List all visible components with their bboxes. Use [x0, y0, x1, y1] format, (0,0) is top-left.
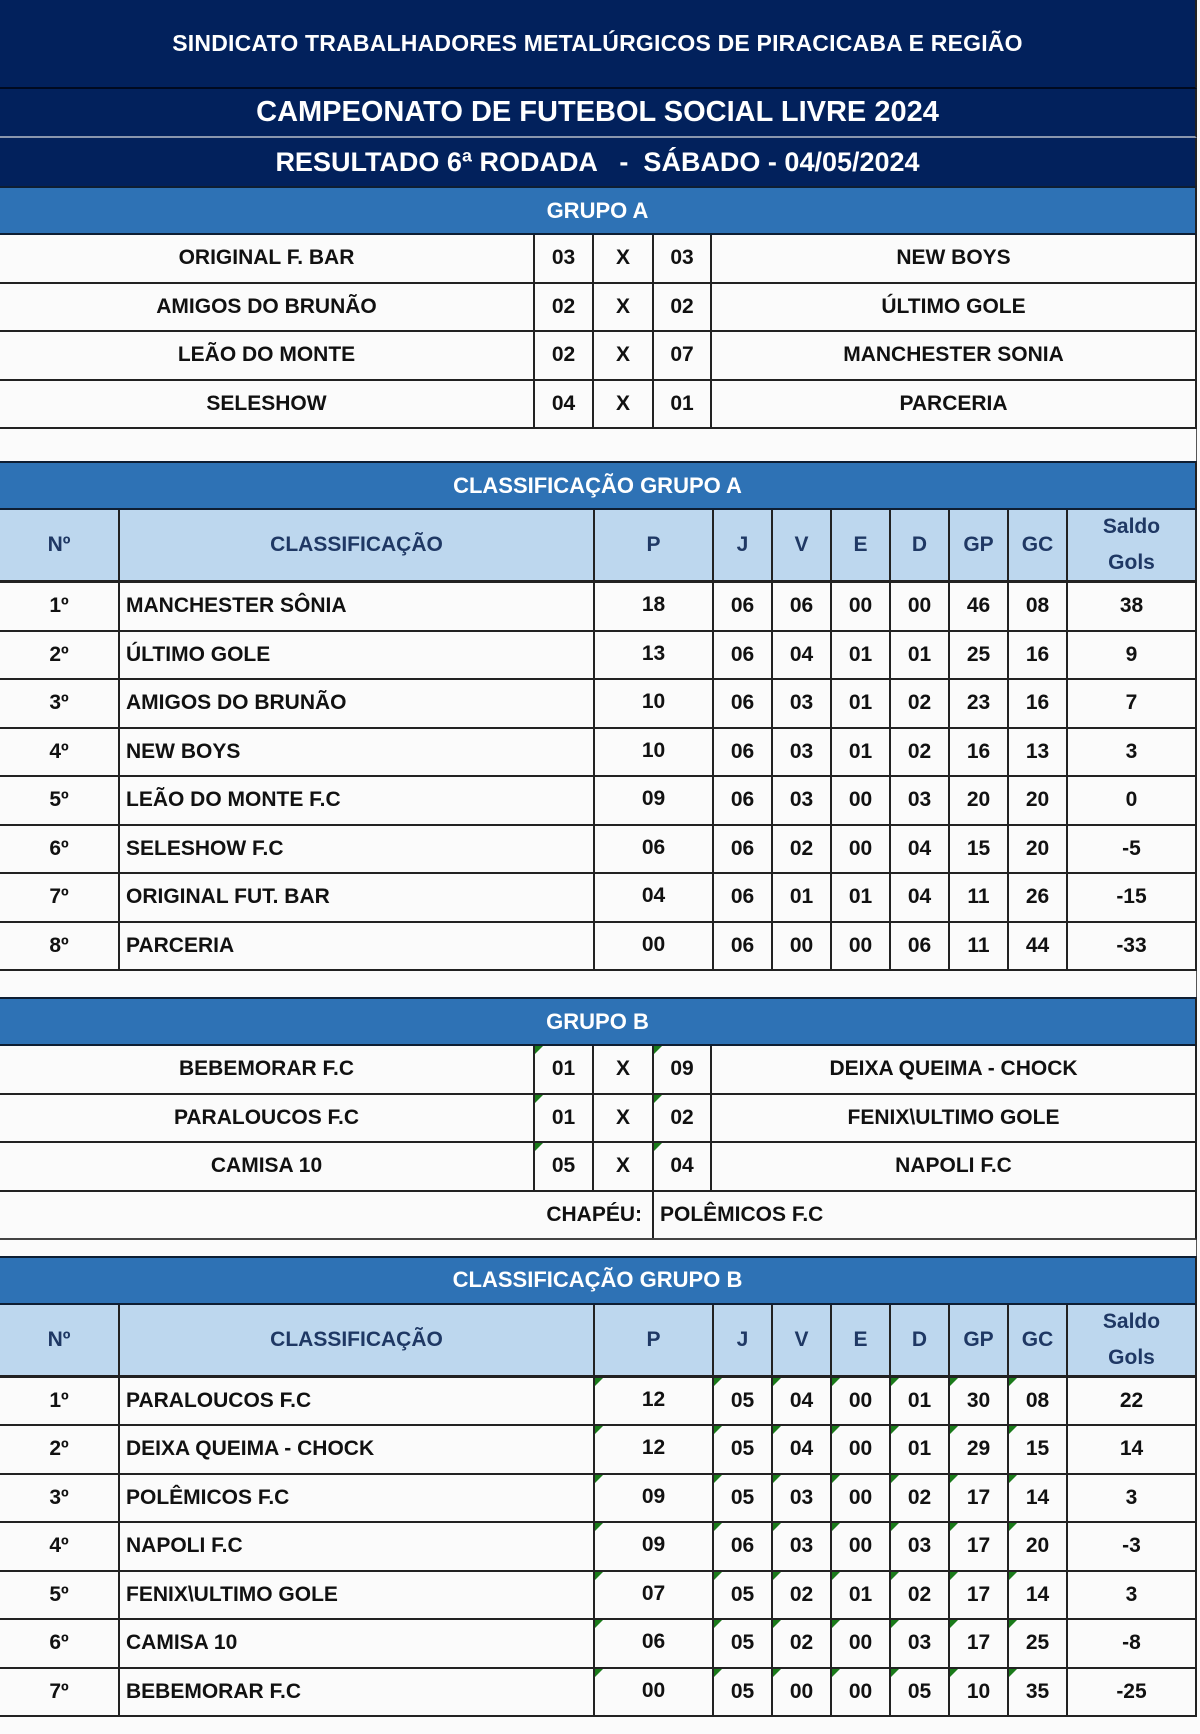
spacer	[0, 1240, 1197, 1256]
goal-difference: 22	[1066, 1378, 1195, 1425]
goals-for: 25	[948, 632, 1007, 679]
group-b-title: GRUPO B	[546, 1008, 649, 1034]
wins: 04	[771, 1426, 830, 1473]
col-gc: GC	[1007, 1305, 1066, 1375]
spacer	[0, 971, 1197, 997]
position: 7º	[49, 1679, 69, 1703]
draws: 00	[830, 777, 889, 824]
bye-label: CHAPÉU:	[546, 1202, 642, 1226]
away-score: 04	[652, 1143, 710, 1190]
games-played: 05	[712, 1572, 771, 1619]
goal-difference: 0	[1066, 777, 1195, 824]
losses: 03	[889, 1620, 948, 1667]
home-team: AMIGOS DO BRUNÃO	[156, 294, 377, 318]
away-score: 09	[652, 1046, 710, 1093]
losses: 02	[889, 1475, 948, 1522]
position: 4º	[49, 739, 69, 763]
standings-a-header	[0, 461, 1197, 510]
goal-difference: -5	[1066, 826, 1195, 873]
goal-difference: 3	[1066, 1475, 1195, 1522]
points: 06	[593, 1620, 712, 1667]
goals-for: 11	[948, 874, 1007, 921]
wins: 03	[771, 680, 830, 727]
games-played: 05	[712, 1426, 771, 1473]
goals-for: 30	[948, 1378, 1007, 1425]
games-played: 06	[712, 777, 771, 824]
home-score: 01	[533, 1046, 592, 1093]
goals-against: 16	[1007, 632, 1066, 679]
position: 2º	[49, 642, 69, 666]
draws: 00	[830, 1426, 889, 1473]
games-played: 06	[712, 729, 771, 776]
match-row	[0, 1143, 1197, 1192]
standings-a-columns	[0, 510, 1197, 583]
col-p: P	[593, 1305, 712, 1375]
home-score: 05	[533, 1143, 592, 1190]
goals-against: 25	[1007, 1620, 1066, 1667]
games-played: 05	[712, 1669, 771, 1716]
points: 09	[593, 1475, 712, 1522]
goals-against: 14	[1007, 1572, 1066, 1619]
games-played: 06	[712, 826, 771, 873]
wins: 01	[771, 874, 830, 921]
wins: 04	[771, 632, 830, 679]
home-team: BEBEMORAR F.C	[178, 1057, 354, 1081]
away-score: 02	[652, 284, 710, 331]
col-v: V	[771, 1305, 830, 1375]
col-saldo-line2: Gols	[1108, 551, 1155, 574]
goal-difference: 3	[1066, 729, 1195, 776]
home-team: LEÃO DO MONTE	[177, 343, 356, 367]
goal-difference: 9	[1066, 632, 1195, 679]
team-name: ÚLTIMO GOLE	[118, 632, 593, 679]
col-saldo-gols	[1066, 510, 1195, 580]
goals-against: 16	[1007, 680, 1066, 727]
match-row	[0, 284, 1197, 333]
position: 4º	[49, 1534, 69, 1558]
goal-difference: 14	[1066, 1426, 1195, 1473]
col-gc: GC	[1007, 510, 1066, 580]
col-j: J	[712, 510, 771, 580]
wins: 02	[771, 1620, 830, 1667]
goal-difference: 7	[1066, 680, 1195, 727]
standings-row	[0, 777, 1197, 826]
draws: 00	[830, 1523, 889, 1570]
col-v: V	[771, 510, 830, 580]
col-saldo-gols	[1066, 1305, 1195, 1375]
position: 5º	[49, 1582, 69, 1606]
position: 3º	[49, 691, 69, 715]
standings-row	[0, 1620, 1197, 1669]
col-saldo-line2: Gols	[1108, 1345, 1155, 1369]
versus-mark: X	[592, 332, 652, 379]
team-name: PARALOUCOS F.C	[118, 1378, 593, 1425]
col-saldo-line1: Saldo	[1102, 1309, 1161, 1333]
away-team: ÚLTIMO GOLE	[710, 284, 1195, 331]
standings-row	[0, 1669, 1197, 1718]
losses: 02	[889, 680, 948, 727]
standings-row	[0, 1378, 1197, 1427]
points: 10	[593, 729, 712, 776]
games-played: 06	[712, 583, 771, 630]
goal-difference: 3	[1066, 1572, 1195, 1619]
home-team: SELESHOW	[206, 391, 327, 415]
col-p: P	[593, 510, 712, 580]
draws: 01	[830, 632, 889, 679]
points: 10	[593, 680, 712, 727]
position: 5º	[49, 788, 69, 812]
games-played: 06	[712, 923, 771, 970]
standings-row	[0, 1475, 1197, 1524]
round-banner	[0, 138, 1197, 186]
goals-against: 08	[1007, 583, 1066, 630]
points: 13	[593, 632, 712, 679]
goals-for: 16	[948, 729, 1007, 776]
standings-b-header	[0, 1256, 1197, 1305]
position: 1º	[49, 594, 69, 618]
union-title: SINDICATO TRABALHADORES METALÚRGICOS DE PIRACICABA E REGIÃO	[172, 30, 1023, 56]
team-name: NAPOLI F.C	[118, 1523, 593, 1570]
draws: 00	[830, 1475, 889, 1522]
losses: 00	[889, 583, 948, 630]
goals-against: 15	[1007, 1426, 1066, 1473]
group-b-matches	[0, 1046, 1197, 1192]
goals-for: 23	[948, 680, 1007, 727]
home-team: PARALOUCOS F.C	[173, 1105, 360, 1129]
wins: 03	[771, 777, 830, 824]
col-no: Nº	[47, 1327, 71, 1351]
group-b-header	[0, 997, 1197, 1046]
goals-for: 10	[948, 1669, 1007, 1716]
home-score: 03	[533, 235, 592, 282]
championship-title: CAMPEONATO DE FUTEBOL SOCIAL LIVRE 2024	[256, 96, 939, 128]
group-a-matches	[0, 235, 1197, 429]
away-team: PARCERIA	[710, 381, 1195, 428]
away-team: FENIX\ULTIMO GOLE	[710, 1095, 1195, 1142]
goals-against: 20	[1007, 826, 1066, 873]
draws: 01	[830, 729, 889, 776]
points: 09	[593, 777, 712, 824]
home-team: CAMISA 10	[210, 1154, 323, 1178]
union-banner	[0, 0, 1197, 89]
away-score: 01	[652, 381, 710, 428]
versus-mark: X	[592, 381, 652, 428]
home-score: 02	[533, 332, 592, 379]
losses: 01	[889, 1378, 948, 1425]
versus-mark: X	[592, 1046, 652, 1093]
wins: 00	[771, 1669, 830, 1716]
group-a-title: GRUPO A	[546, 197, 649, 223]
col-j: J	[712, 1305, 771, 1375]
team-name: PARCERIA	[118, 923, 593, 970]
standings-a-title: CLASSIFICAÇÃO GRUPO A	[453, 472, 742, 498]
standings-b-title: CLASSIFICAÇÃO GRUPO B	[452, 1267, 743, 1292]
goal-difference: 38	[1066, 583, 1195, 630]
wins: 00	[771, 923, 830, 970]
standings-row	[0, 1523, 1197, 1572]
spacer	[0, 429, 1197, 461]
away-team: NEW BOYS	[710, 235, 1195, 282]
standings-row	[0, 1426, 1197, 1475]
away-team: NAPOLI F.C	[710, 1143, 1195, 1190]
wins: 03	[771, 729, 830, 776]
position: 6º	[49, 1631, 69, 1655]
games-played: 06	[712, 1523, 771, 1570]
group-a-header	[0, 186, 1197, 235]
goals-for: 20	[948, 777, 1007, 824]
standings-b-rows	[0, 1378, 1197, 1718]
losses: 01	[889, 1426, 948, 1473]
standings-row	[0, 680, 1197, 729]
goals-for: 46	[948, 583, 1007, 630]
away-score: 02	[652, 1095, 710, 1142]
wins: 02	[771, 826, 830, 873]
col-gp: GP	[948, 1305, 1007, 1375]
col-d: D	[889, 510, 948, 580]
col-saldo-line1: Saldo	[1102, 515, 1161, 538]
goals-for: 17	[948, 1523, 1007, 1570]
losses: 01	[889, 632, 948, 679]
goals-for: 11	[948, 923, 1007, 970]
versus-mark: X	[592, 1143, 652, 1190]
team-name: NEW BOYS	[118, 729, 593, 776]
games-played: 06	[712, 680, 771, 727]
points: 09	[593, 1523, 712, 1570]
games-played: 06	[712, 874, 771, 921]
goal-difference: -25	[1066, 1669, 1195, 1716]
standings-a-rows	[0, 583, 1197, 971]
games-played: 06	[712, 632, 771, 679]
goal-difference: -3	[1066, 1523, 1195, 1570]
home-team: ORIGINAL F. BAR	[178, 246, 355, 270]
col-d: D	[889, 1305, 948, 1375]
points: 00	[593, 923, 712, 970]
team-name: BEBEMORAR F.C	[118, 1669, 593, 1716]
goal-difference: -15	[1066, 874, 1195, 921]
goals-against: 35	[1007, 1669, 1066, 1716]
losses: 06	[889, 923, 948, 970]
standings-row	[0, 632, 1197, 681]
goals-for: 15	[948, 826, 1007, 873]
away-team: MANCHESTER SONIA	[710, 332, 1195, 379]
losses: 02	[889, 1572, 948, 1619]
losses: 05	[889, 1669, 948, 1716]
position: 8º	[49, 933, 69, 957]
losses: 02	[889, 729, 948, 776]
draws: 01	[830, 874, 889, 921]
losses: 03	[889, 1523, 948, 1570]
team-name: AMIGOS DO BRUNÃO	[118, 680, 593, 727]
championship-banner	[0, 89, 1197, 138]
draws: 01	[830, 680, 889, 727]
losses: 04	[889, 874, 948, 921]
bye-row	[0, 1192, 1197, 1240]
standings-row	[0, 826, 1197, 875]
goals-against: 20	[1007, 1523, 1066, 1570]
versus-mark: X	[592, 1095, 652, 1142]
losses: 04	[889, 826, 948, 873]
goals-against: 44	[1007, 923, 1066, 970]
round-title: RESULTADO 6ª RODADA - SÁBADO - 04/05/2024	[275, 146, 920, 177]
goals-against: 14	[1007, 1475, 1066, 1522]
goals-against: 26	[1007, 874, 1066, 921]
team-name: LEÃO DO MONTE F.C	[118, 777, 593, 824]
team-name: SELESHOW F.C	[118, 826, 593, 873]
points: 18	[593, 583, 712, 630]
home-score: 04	[533, 381, 592, 428]
away-score: 03	[652, 235, 710, 282]
games-played: 05	[712, 1475, 771, 1522]
goals-for: 17	[948, 1572, 1007, 1619]
position: 6º	[49, 836, 69, 860]
match-row	[0, 235, 1197, 284]
match-row	[0, 332, 1197, 381]
standings-row	[0, 583, 1197, 632]
team-name: POLÊMICOS F.C	[118, 1475, 593, 1522]
goals-against: 20	[1007, 777, 1066, 824]
away-team: DEIXA QUEIMA - CHOCK	[710, 1046, 1195, 1093]
away-score: 07	[652, 332, 710, 379]
position: 7º	[49, 885, 69, 909]
wins: 04	[771, 1378, 830, 1425]
standings-row	[0, 874, 1197, 923]
match-row	[0, 1046, 1197, 1095]
games-played: 05	[712, 1620, 771, 1667]
col-e: E	[830, 510, 889, 580]
col-no: Nº	[47, 533, 71, 556]
team-name: DEIXA QUEIMA - CHOCK	[118, 1426, 593, 1473]
wins: 03	[771, 1475, 830, 1522]
points: 04	[593, 874, 712, 921]
col-e: E	[830, 1305, 889, 1375]
draws: 01	[830, 1572, 889, 1619]
draws: 00	[830, 1669, 889, 1716]
bye-team: POLÊMICOS F.C	[652, 1192, 1195, 1238]
points: 00	[593, 1669, 712, 1716]
losses: 03	[889, 777, 948, 824]
goals-for: 17	[948, 1620, 1007, 1667]
col-gp: GP	[948, 510, 1007, 580]
wins: 03	[771, 1523, 830, 1570]
standings-row	[0, 1572, 1197, 1621]
points: 12	[593, 1426, 712, 1473]
points: 06	[593, 826, 712, 873]
goals-for: 17	[948, 1475, 1007, 1522]
team-name: MANCHESTER SÔNIA	[118, 583, 593, 630]
points: 12	[593, 1378, 712, 1425]
team-name: FENIX\ULTIMO GOLE	[118, 1572, 593, 1619]
goals-against: 13	[1007, 729, 1066, 776]
match-row	[0, 1095, 1197, 1144]
goal-difference: -33	[1066, 923, 1195, 970]
col-team: CLASSIFICAÇÃO	[118, 1305, 593, 1375]
col-team: CLASSIFICAÇÃO	[118, 510, 593, 580]
draws: 00	[830, 923, 889, 970]
draws: 00	[830, 583, 889, 630]
wins: 02	[771, 1572, 830, 1619]
draws: 00	[830, 1620, 889, 1667]
goals-for: 29	[948, 1426, 1007, 1473]
standings-b-columns	[0, 1305, 1197, 1378]
versus-mark: X	[592, 235, 652, 282]
match-row	[0, 381, 1197, 430]
team-name: ORIGINAL FUT. BAR	[118, 874, 593, 921]
draws: 00	[830, 1378, 889, 1425]
position: 1º	[49, 1388, 69, 1412]
goal-difference: -8	[1066, 1620, 1195, 1667]
home-score: 02	[533, 284, 592, 331]
versus-mark: X	[592, 284, 652, 331]
games-played: 05	[712, 1378, 771, 1425]
standings-row	[0, 923, 1197, 972]
points: 07	[593, 1572, 712, 1619]
goals-against: 08	[1007, 1378, 1066, 1425]
standings-row	[0, 729, 1197, 778]
position: 3º	[49, 1485, 69, 1509]
home-score: 01	[533, 1095, 592, 1142]
position: 2º	[49, 1437, 69, 1461]
team-name: CAMISA 10	[118, 1620, 593, 1667]
draws: 00	[830, 826, 889, 873]
wins: 06	[771, 583, 830, 630]
